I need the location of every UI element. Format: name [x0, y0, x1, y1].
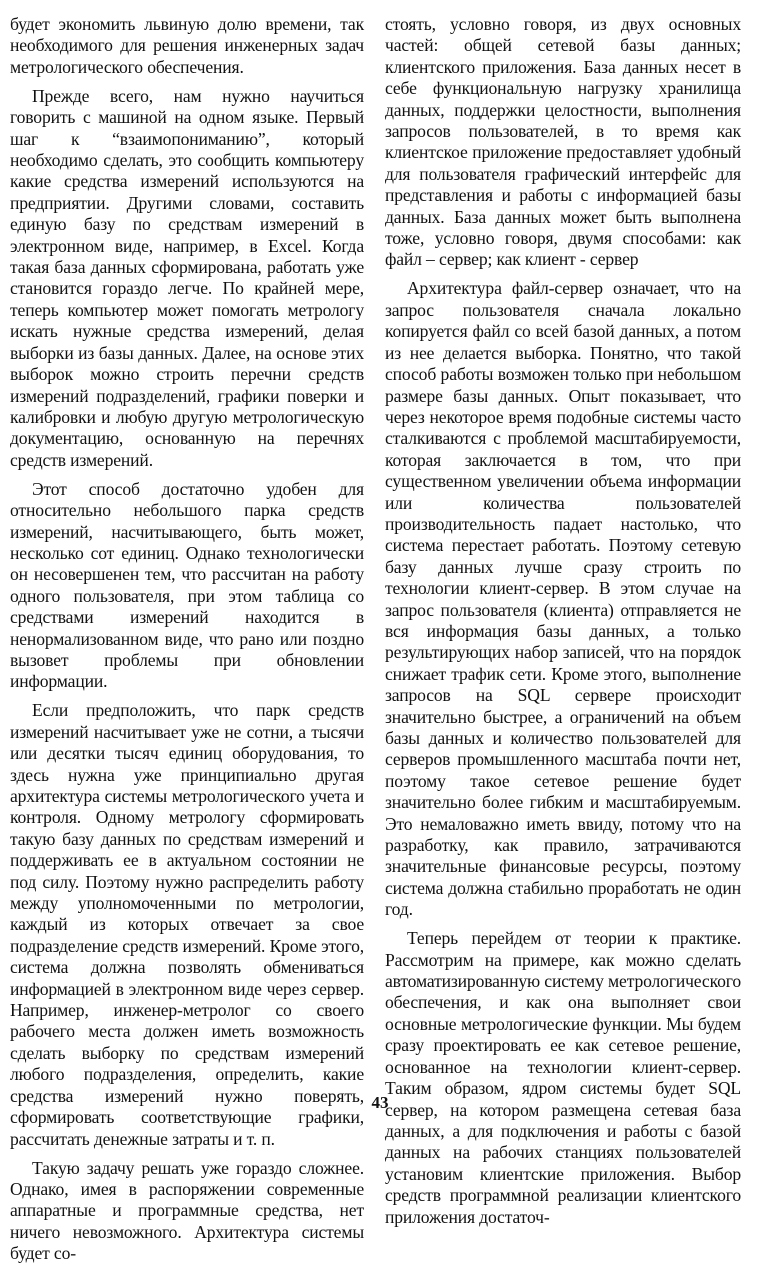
paragraph: будет экономить львиную долю времени, так необходимого для решения инженерных задач метрологического обеспечения.	[10, 14, 364, 77]
page-number: 43	[371, 1093, 389, 1112]
paragraph: Теперь перейдем от теории к практике. Рассмотрим на примере, как можно сделать автоматизированную систему метрологического обеспечения, и как она выполняет свои основные метрологические функции. Мы будем сразу проектировать ее как сетевое решение, основанное на технологии клиент-сервер. Таким образом, ядром системы будет SQL сервер, на котором размещена сетевая база данных, а для подключения и работы с базой данных на рабочих станциях пользователей установим клиентские приложения. Выбор средств программной реализации клиентского приложения достаточ-	[385, 928, 741, 1227]
left-text-column	[10, 14, 364, 1272]
right-text-column	[385, 14, 741, 1236]
paragraph: Прежде всего, нам нужно научиться говорить с машиной на одном языке. Первый шаг к “взаимопониманию”, который необходимо сделать, это сообщить компьютеру какие средства измерений используются на предприятии. Другими словами, составить единую базу по средствам измерений в электронном виде, например, в Excel. Когда такая база данных сформирована, работать уже становится гораздо легче. По крайней мере, теперь компьютер может помогать метрологу искать нужные средства измерений, делая выборки из базы данных. Далее, на основе этих выборок можно строить перечни средств измерений подразделений, графики поверки и калибровки и любую другую метрологическую документацию, основанную на перечнях средств измерений.	[10, 85, 364, 470]
paragraph: Такую задачу решать уже гораздо сложнее. Однако, имея в распоряжении современные аппаратные и программные средства, нет ничего невозможного. Архитектура системы будет со-	[10, 1157, 364, 1264]
paragraph: стоять, условно говоря, из двух основных частей: общей сетевой базы данных; клиентского приложения. База данных несет в себе функциональную нагрузку хранилища данных, поддержки целостности, выполнения запросов пользователей, в то время как клиентское приложение предоставляет удобный для пользователя графический интерфейс для представления и работы с информацией базы данных. База данных может быть выполнена тоже, условно говоря, двумя способами: как файл – сервер; как клиент - сервер	[385, 14, 741, 270]
paragraph: Этот способ достаточно удобен для относительно небольшого парка средств измерений, насчитывающего, быть может, несколько сот единиц. Однако технологически он несовершенен тем, что рассчитан на работу одного пользователя, при этом таблица со средствами измерений находится в ненормализованном виде, что рано или поздно вызовет проблемы при обновлении информации.	[10, 478, 364, 692]
paragraph: Если предположить, что парк средств измерений насчитывает уже не сотни, а тысячи или десятки тысяч единиц оборудования, то здесь нужна уже принципиально другая архитектура системы метрологического учета и контроля. Одному метрологу сформировать такую базу данных по средствам измерений и поддерживать ее в актуальном состоянии не под силу. Поэтому нужно распределить работу между уполномоченными по метрологии, каждый из которых отвечает за свое подразделение средств измерений. Кроме этого, система должна позволять обмениваться информацией в электронном виде через сервер. Например, инженер-метролог со своего рабочего места должен иметь возможность сделать выборку по средствам измерений любого подразделения, определить, какие средства измерений нужно поверять, сформировать соответствующие графики, рассчитать денежные затраты и т. п.	[10, 700, 364, 1149]
paragraph: Архитектура файл-сервер означает, что на запрос пользователя сначала локально копируется файл со всей базой данных, а потом из нее делается выборка. Понятно, что такой способ работы возможен только при небольшом размере базы данных. Опыт показывает, что через некоторое время подобные системы часто сталкиваются с проблемой масштабируемости, которая заключается в том, что при существенном увеличении объема информации или количества пользователей производительность падает настолько, что система перестает работать. Поэтому сетевую базу данных лучше сразу строить по технологии клиент-сервер. В этом случае на запрос пользователя (клиента) отправляется не вся информация базы данных, а только результирующих набор записей, что на порядок снижает трафик сети. Кроме этого, выполнение запросов на SQL сервере происходит значительно быстрее, а ограничений на объем базы данных и количество пользователей для серверов промышленного масштаба почти нет, поэтому такое сетевое решение будет значительно более гибким и масштабируемым. Это немаловажно иметь ввиду, потому что на разработку, как правило, затрачиваются значительные финансовые ресурсы, поэтому система должна стабильно проработать не один год.	[385, 278, 741, 920]
